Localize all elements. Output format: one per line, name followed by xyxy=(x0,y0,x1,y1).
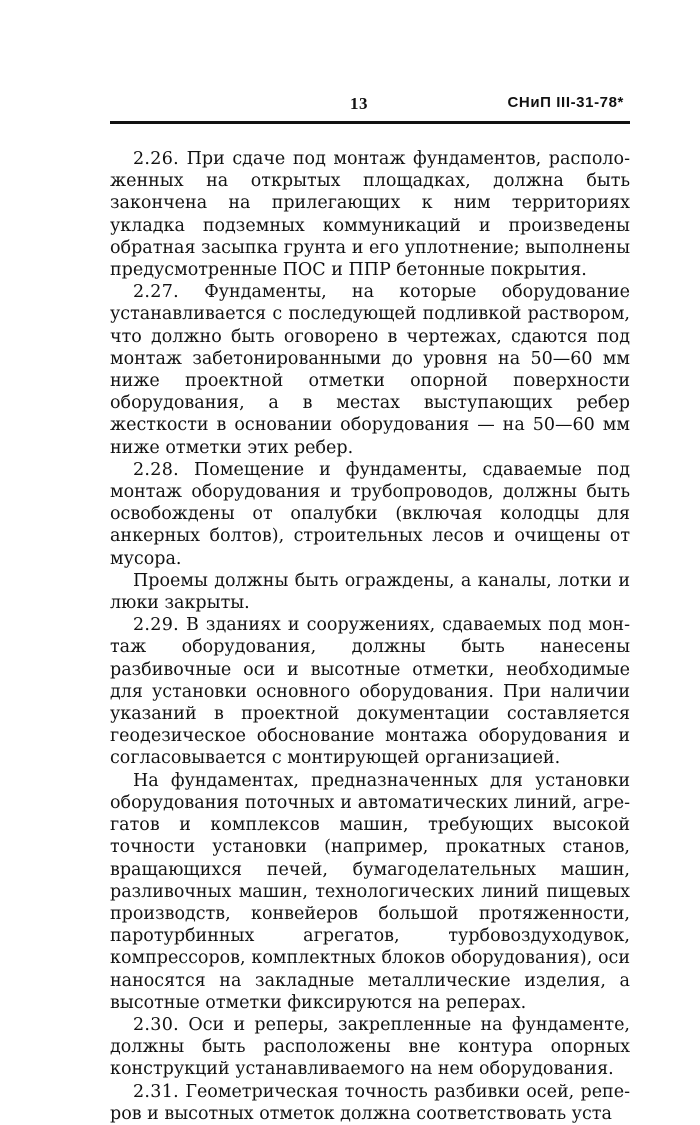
clause-number: 2.26. xyxy=(133,149,180,169)
paragraph-text: Оси и реперы, закрепленные на фундаменте, должны быть расположены вне контура опорных конструкций устанавливаемого на нем оборудования. xyxy=(110,1014,630,1080)
paragraph-openings xyxy=(110,570,630,614)
body-text xyxy=(110,148,630,1125)
paragraph-2-30 xyxy=(110,1014,630,1081)
paragraph-text: Геометрическая точность разбивки осей, реперов и высотных отметок должна соответствовать уста xyxy=(110,1081,630,1124)
paragraph-2-26 xyxy=(110,148,630,281)
page-header xyxy=(110,94,628,120)
paragraph-text: При сдаче под монтаж фундаментов, расположенных на открытых площадках, должна быть закончена на прилегающих к ним территориях укладка подземных коммуникаций и произведены обратная засыпка грунта и его уплотнение; выполнены предусмотренные ПОС и ППР бетонные покрытия. xyxy=(110,149,630,281)
page-number: 13 xyxy=(350,94,368,113)
clause-number: 2.29. xyxy=(133,615,180,636)
clause-number: 2.30. xyxy=(133,1014,180,1035)
document-code: СНиП III-31-78* xyxy=(507,94,624,111)
paragraph-2-31 xyxy=(110,1081,630,1125)
clause-number: 2.27. xyxy=(133,282,180,303)
paragraph-text: Фундаменты, на которые оборудование устанавливается с последующей подливкой раствором, что должно быть оговорено в чертежах, сдаются под монтаж забетонированными до уровня на 50—60 мм ниже проектной отметки опорной поверхности оборудования, а в местах выступающих ребер жесткости в основании оборудования — на 50—60 мм ниже отметки этих ребер. xyxy=(110,282,630,458)
paragraph-text: На фундаментах, предназначенных для установки оборудования поточных и автоматических линий, агрегатов и комплексов машин, требующих высокой точности установки (например, прокатных станов, вращающихся печей, бумагоделательных машин, разливочных машин, технологических линий пищевых производств, конвейеров большой протяженности, паротурбинных агрегатов, турбовоздуходувок, компрессоров, комплектных блоков оборудования), оси наносятся на закладные металлические изделия, а высотные отметки фиксируются на реперах. xyxy=(110,770,630,1013)
clause-number: 2.31. xyxy=(133,1081,180,1102)
paragraph-foundations xyxy=(110,770,630,1014)
paragraph-text: Проемы должны быть ограждены, а каналы, лотки и люки закрыты. xyxy=(110,570,630,614)
paragraph-text: В зданиях и сооружениях, сдаваемых под монтаж оборудования, должны быть нанесены разбивочные оси и высотные отметки, необходимые для установки основного оборудования. При наличии указаний в проектной документации составляется геодезическое обоснование монтажа оборудования и согласовывается с монтирующей организацией. xyxy=(110,615,630,769)
clause-number: 2.28. xyxy=(133,459,180,480)
paragraph-2-29 xyxy=(110,614,630,769)
paragraph-2-28 xyxy=(110,459,630,570)
header-rule xyxy=(110,121,630,124)
paragraph-2-27 xyxy=(110,281,630,459)
paragraph-text: Помещение и фундаменты, сдаваемые под монтаж оборудования и трубопроводов, должны быть освобождены от опалубки (включая колодцы для анкерных болтов), строительных лесов и очищены от мусора. xyxy=(110,459,630,569)
